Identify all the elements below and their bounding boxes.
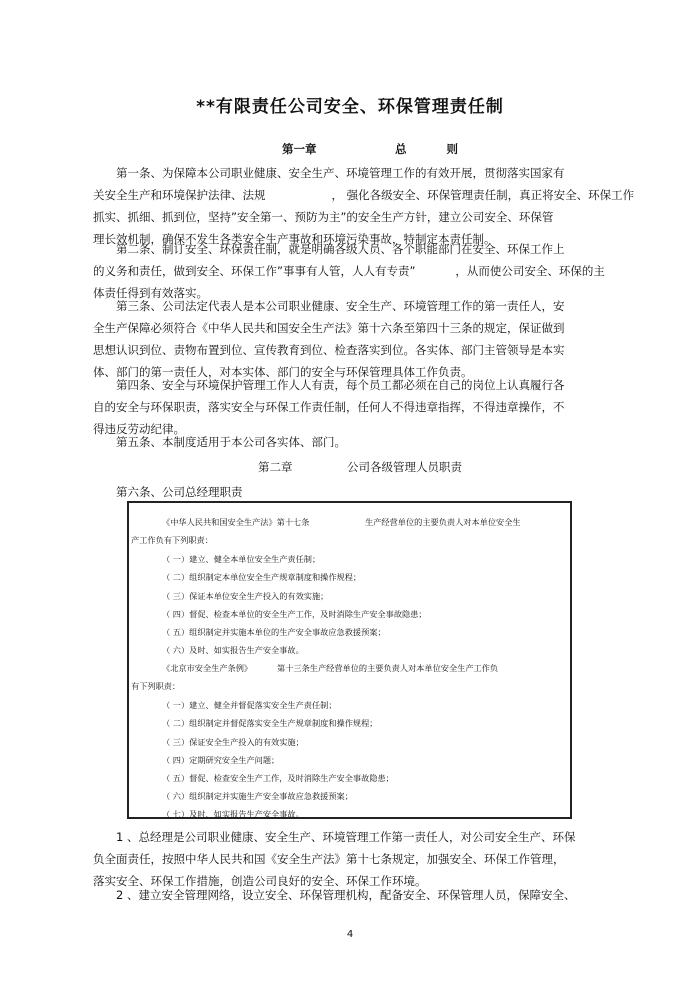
text-line: 体责任得到有效落实。: [93, 286, 208, 300]
text-line: 1 、总经理是公司职业健康、安全生产、环境管理工作第一责任人，对公司安全生产、环保: [116, 830, 576, 844]
text-fragment: ，从而使公司安全、环保的主: [455, 264, 605, 278]
article-6: [93, 481, 603, 503]
article-5: [93, 431, 603, 453]
law1-item: （ 四）督促、检查本单位的安全生产工作，及时消除生产安全事故隐患；: [162, 609, 427, 619]
law2-item: （ 六）组织制定并实施生产安全事故应急救援预案；: [162, 791, 353, 801]
text-line: 负全面责任，按照中华人民共和国《安全生产法》第十七条规定，加强安全、环保工作管理，: [93, 852, 565, 866]
text-line: 2 、建立安全管理网络，设立安全、环保管理机构，配备安全、环保管理人员，保障安全、: [116, 888, 576, 902]
text-line: 第六条、公司总经理职责: [116, 485, 243, 499]
chapter-1-number: 第一章: [282, 142, 317, 156]
document-title: **有限责任公司安全、环保管理责任制: [196, 97, 504, 117]
text-line: 落实安全、环保工作措施，创造公司良好的安全、环保工作环境。: [93, 874, 427, 888]
page-number: 4: [346, 929, 354, 940]
law2-item: （ 四）定期研究安全生产问题；: [162, 755, 280, 765]
law2-intro: 《北京市安全生产条例》: [162, 663, 253, 673]
text-line: 第四条、安全与环境保护管理工作人人有责，每个员工都必须在自己的岗位上认真履行各: [116, 378, 565, 392]
text-fragment: 关安全生产和环境保护法律、法规: [93, 188, 266, 202]
article-3: [93, 295, 603, 383]
text-line: 思想认识到位、责物布置到位、宣传教育到位、检查落实到位。各实体、部门主管领导是本实: [93, 343, 565, 357]
law1-item: （ 二）组织制定本单位安全生产规章制度和操作规程；: [162, 572, 362, 582]
text-fragment: ， 强化各级安全、环保管理责任制，真正将安全、环保工作: [331, 188, 635, 202]
law2-item: （ 三）保证安全生产投入的有效实施；: [162, 737, 304, 747]
law1-item: （ 五）组织制定并实施本单位的生产安全事故应急救援预案；: [162, 627, 386, 637]
duty-item-2: [93, 884, 603, 906]
chapter-1-name: 总 则: [395, 142, 459, 156]
text-line: 第三条、公司法定代表人是本公司职业健康、安全生产、环境管理工作的第一责任人，安: [116, 299, 565, 313]
legal-excerpt-box: [127, 501, 572, 819]
law2-item: （ 五）督促、检查安全生产工作，及时消除生产安全事故隐患；: [162, 773, 394, 783]
text-line: 理长效机制，确保不发生各类安全生产事故和环境污染事故，特制定本责任制。: [93, 232, 496, 246]
law1-intro: 《中华人民共和国安全生产法》第十七条: [162, 517, 310, 527]
chapter-2-number: 第二章: [258, 460, 293, 474]
text-line: 体、部门的第一责任人，对本实体、部门的安全与环保管理具体工作负责。: [93, 365, 473, 379]
text-line: 全生产保障必须符合《中华人民共和国安全生产法》第十六条至第四十三条的规定，保证做到: [93, 321, 565, 335]
text-line: 抓实、抓细、抓到位，坚持”安全第一、预防为主”的安全生产方针，建立公司安全、环保管: [93, 210, 554, 224]
law2-item: （ 二）组织制定并督促落实安全生产规章制度和操作规程；: [162, 718, 378, 728]
text-fragment: 的义务和责任，做到安全、环保工作”事事有人管，人人有专责”: [93, 264, 416, 278]
text-line: 自的安全与环保职责，落实安全与环保工作责任制，任何人不得违章指挥，不得违章操作，不: [93, 400, 565, 414]
law1-item: （ 一）建立、健全本单位安全生产责任制；: [162, 554, 321, 564]
text-line: 第一条、为保障本公司职业健康、安全生产、环境管理工作的有效开展，贯彻落实国家有: [116, 166, 565, 180]
text-line: 第二条、制订安全、环保责任制，就是明确各级人员、各个职能部门在安全、环保工作上: [116, 242, 565, 256]
law2-item: （ 一）建立、健全并督促落实安全生产责任制；: [162, 700, 337, 710]
duty-item-1: [93, 826, 603, 892]
text-line: 第五条、本制度适用于本公司各实体、部门。: [116, 435, 346, 449]
law2-intro: 有下列职责：: [131, 681, 181, 691]
text-line: 得违反劳动纪律。: [93, 422, 185, 436]
law1-intro: 产工作负有下列职责：: [131, 535, 213, 545]
law1-item: （ 六）及时、如实报告生产安全事故。: [162, 645, 304, 655]
law1-intro: 生产经营单位的主要负责人对本单位安全生: [365, 517, 521, 527]
law2-item: （ 七）及时、如实报告生产安全事故。: [162, 809, 304, 819]
text-line: [93, 184, 635, 206]
article-1: [93, 162, 635, 250]
chapter-2-name: 公司各级管理人员职责: [347, 460, 462, 474]
text-line: [93, 260, 603, 282]
law2-intro: 第十三条生产经营单位的主要负责人对本单位安全生产工作负: [277, 663, 499, 673]
law1-item: （ 三）保证本单位安全生产投入的有效实施；: [162, 591, 329, 601]
